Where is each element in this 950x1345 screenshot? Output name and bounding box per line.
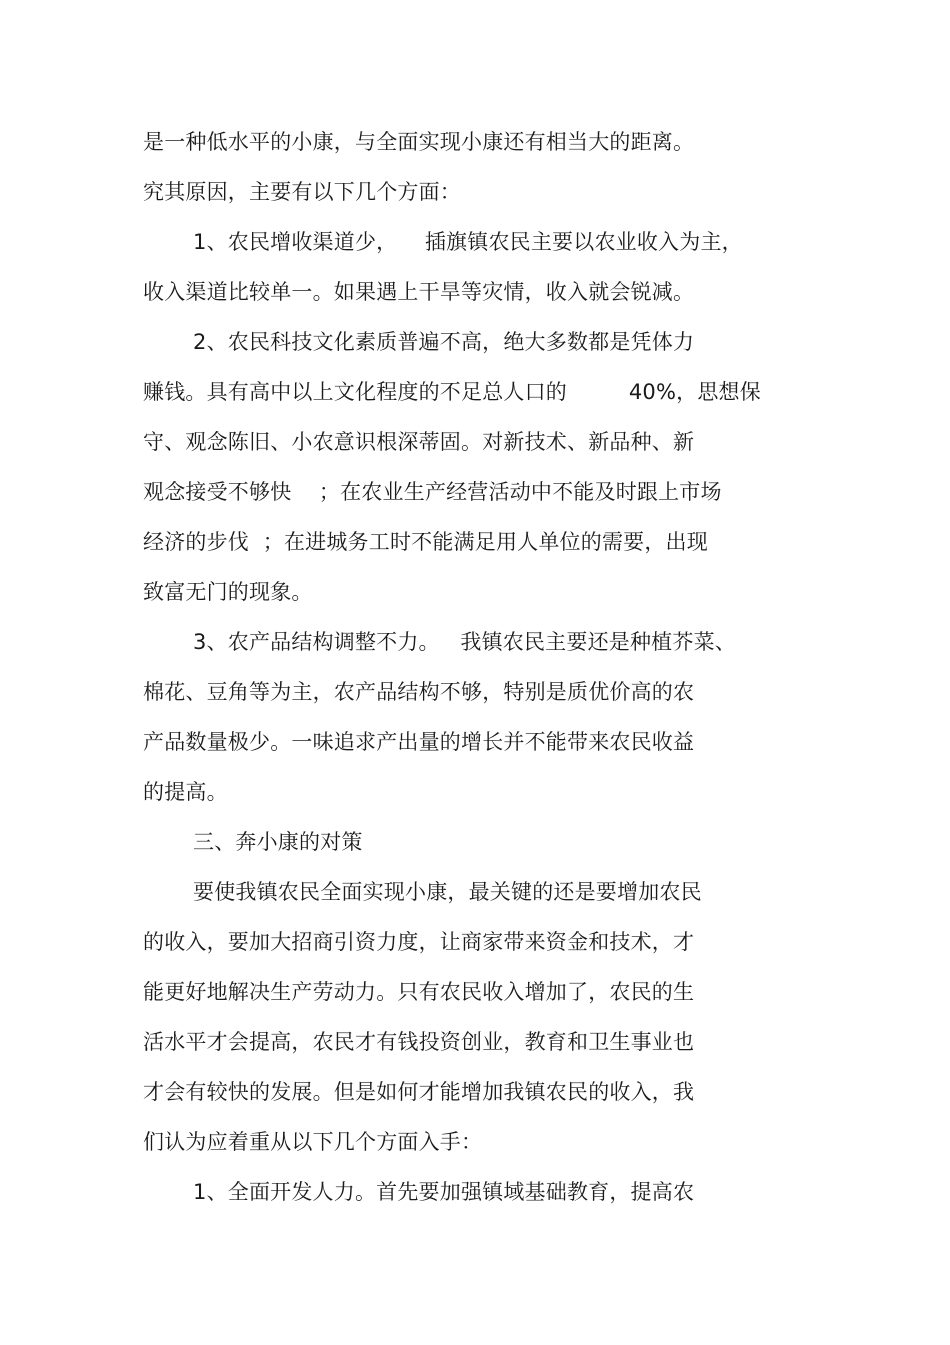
text-line: 棉花、豆角等为主，农产品结构不够，特别是质优价高的农	[143, 680, 695, 704]
text-line: 的提高。	[143, 780, 228, 804]
text-line: 1、农民增收渠道少， 插旗镇农民主要以农业收入为主，	[193, 230, 743, 254]
text-line: 究其原因，主要有以下几个方面：	[143, 180, 461, 204]
text-line: 能更好地解决生产劳动力。只有农民收入增加了，农民的生	[143, 980, 695, 1004]
text-line: 守、观念陈旧、小农意识根深蒂固。对新技术、新品种、新	[143, 430, 695, 454]
text-line: 致富无门的现象。	[143, 580, 313, 604]
text-line: 活水平才会提高，农民才有钱投资创业，教育和卫生事业也	[143, 1030, 695, 1054]
section-heading: 三、奔小康的对策	[193, 830, 363, 854]
text-line: 产品数量极少。一味追求产出量的增长并不能带来农民收益	[143, 730, 695, 754]
text-line: 要使我镇农民全面实现小康，最关键的还是要增加农民	[193, 880, 702, 904]
text-line: 赚钱。具有高中以上文化程度的不足总人口的 40%，思想保	[143, 380, 761, 404]
text-line: 观念接受不够快 ；在农业生产经营活动中不能及时跟上市场	[143, 480, 722, 504]
text-line: 1、全面开发人力。首先要加强镇域基础教育，提高农	[193, 1180, 695, 1204]
text-line: 的收入，要加大招商引资力度，让商家带来资金和技术，才	[143, 930, 695, 954]
text-line: 是一种低水平的小康，与全面实现小康还有相当大的距离。	[143, 130, 695, 154]
text-line: 们认为应着重从以下几个方面入手：	[143, 1130, 483, 1154]
text-line: 收入渠道比较单一。如果遇上干旱等灾情，收入就会锐减。	[143, 280, 695, 304]
text-line: 才会有较快的发展。但是如何才能增加我镇农民的收入，我	[143, 1080, 695, 1104]
text-line: 2、农民科技文化素质普遍不高，绝大多数都是凭体力	[193, 330, 695, 354]
text-line: 3、农产品结构调整不力。 我镇农民主要还是种植芥菜、	[193, 630, 736, 654]
text-line: 经济的步伐 ；在进城务工时不能满足用人单位的需要，出现	[143, 530, 708, 554]
